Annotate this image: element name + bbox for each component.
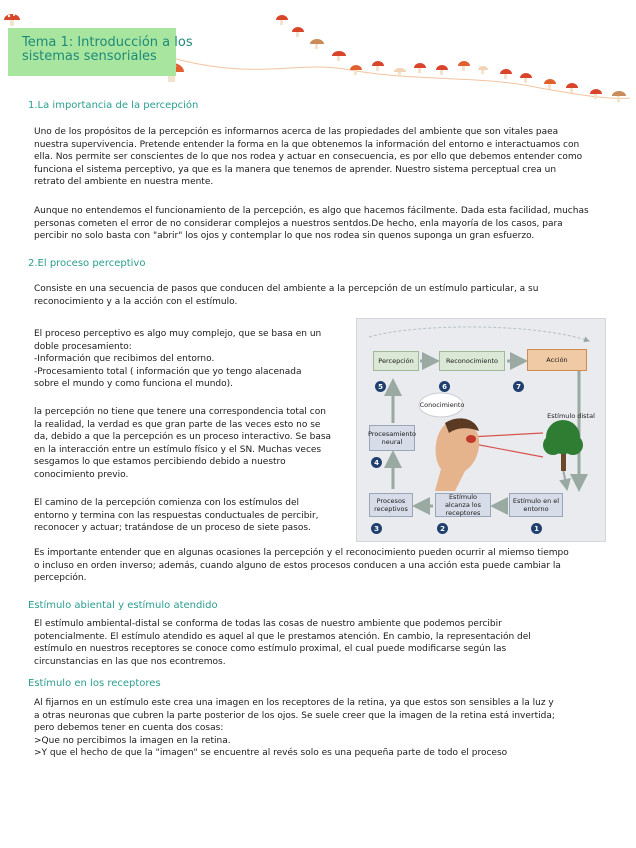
box-reconocimiento: Reconocimiento bbox=[439, 351, 505, 371]
mushroom-icon bbox=[612, 91, 626, 102]
box-estimulo-receptores: Estímulo alcanza los receptores bbox=[435, 493, 491, 517]
mushroom-icon bbox=[350, 65, 362, 75]
mushroom-icon bbox=[4, 14, 20, 26]
section-heading-proceso: 2.El proceso perceptivo bbox=[28, 258, 146, 269]
paragraph: El camino de la percepción comienza con los estímulos del entorno y termina con las respuestas conductuales de percibir, reconocer y actuar; tratándose de un proceso de siete pasos. bbox=[34, 498, 319, 534]
step-number-3: 3 bbox=[371, 523, 382, 534]
section-heading-estimulo-ambiental: Estímulo abiental y estímulo atendido bbox=[28, 600, 218, 611]
perceptual-process-diagram bbox=[356, 318, 606, 542]
box-accion: Acción bbox=[527, 349, 587, 371]
paragraph: Al fijarnos en un estímulo este crea una imagen en los receptores de la retina, ya que estos son sensibles a la luz y a otras neuronas que cubren la parte posterior de los ojos. Se suele creer que la imagen de la retina está invertida; pero debemos tener en cuenta dos cosas: >Que no percibimos la imagen en la retina. >Y que el hecho de que la "imagen" se encuentre al revés solo es una pequeña parte de todo el proceso bbox=[34, 698, 555, 759]
section-heading-importancia: 1.La importancia de la percepción bbox=[28, 100, 199, 111]
mushroom-icon bbox=[436, 65, 448, 75]
mushroom-icon bbox=[458, 61, 470, 71]
mushroom-icon bbox=[276, 15, 288, 25]
mushroom-icon bbox=[566, 83, 578, 93]
mushroom-icon bbox=[292, 27, 304, 37]
box-procesos-receptivos: Procesos receptivos bbox=[369, 493, 413, 517]
step-number-6: 6 bbox=[439, 381, 450, 392]
paragraph: Aunque no entendemos el funcionamiento de la percepción, es algo que hacemos fácilmente. Dada esta facilidad, muchas personas cometen el error de no considerar complejos a nuestros sentdos.De hecho, enla mayoría de los casos, para percibir no solo basta con "abrir" los ojos y contemplar lo que nos rodea sin quenos suponga un gran esfuerzo. bbox=[34, 206, 589, 242]
label-conocimiento: Conocimiento bbox=[419, 401, 465, 409]
page-title: Tema 1: Introducción a los sistemas sensoriales bbox=[22, 35, 193, 64]
head-icon bbox=[435, 418, 479, 491]
paragraph: El estímulo ambiental-distal se conforma de todas las cosas de nuestro ambiente que podemos percibir potencialmente. El estímulo atendido es aquel al que le prestamos atención. En cambio, la representación del estímulo en nuestros receptores se conoce como estímulo proximal, el cual puede modificarse según las circunstancias en las que nos econtremos. bbox=[34, 619, 531, 667]
box-estimulo-entorno: Estímulo en el entorno bbox=[509, 493, 563, 517]
mushroom-icon bbox=[332, 51, 346, 61]
step-number-5: 5 bbox=[375, 381, 386, 392]
step-number-2: 2 bbox=[437, 523, 448, 534]
paragraph: El proceso perceptivo es algo muy complejo, que se basa en un doble procesamiento: -Información que recibimos del entorno. -Procesamiento total ( información que yo tengo alacenada sobre el mundo y como funciona el mundo). bbox=[34, 329, 322, 390]
mushroom-icon bbox=[520, 73, 532, 83]
step-number-7: 7 bbox=[513, 381, 524, 392]
mushroom-icon bbox=[310, 39, 324, 49]
step-number-4: 4 bbox=[371, 457, 382, 468]
step-number-1: 1 bbox=[531, 523, 542, 534]
paragraph: la percepción no tiene que tenere una correspondencia total con la realidad, la verdad es que gran parte de las veces esto no se da, debido a que la percepción es un proceso interactivo. Se basa en la interacción entre un estímulo físico y el SN. Muchas veces sesgamos lo que estamos percibiendo debido a nuestro conocimiento previo. bbox=[34, 407, 332, 480]
mushroom-icon bbox=[500, 69, 512, 79]
mushroom-icon bbox=[372, 61, 384, 71]
mushroom-icon bbox=[544, 79, 556, 89]
mushroom-icon bbox=[478, 66, 488, 74]
section-heading-estimulo-receptores: Estímulo en los receptores bbox=[28, 678, 161, 689]
paragraph: Es importante entender que en algunas ocasiones la percepción y el reconocimiento pueden ocurrir al miemso tiempo o incluso en orden inverso; además, cuando alguno de estos procesos conducen a una acción esta puede cambiar la percepción. bbox=[34, 548, 569, 584]
paragraph: Uno de los propósitos de la percepción es informarnos acerca de las propiedades del ambiente que son vitales paea nuestra supervivencia. Pretende entender la forma en la que obtenemos la información del entorno e interactuamos con ella. Nos permite ser conscientes de lo que nos rodea y actuar en consecuencia, es por ello que debemos entender como funciona el sistema perceptivo, ya que es la manera que tenemos de aprender. Nuestro sistema perceptual crea un retrato del ambiente en nuestra mente. bbox=[34, 127, 583, 188]
label-estimulo-distal: Estímulo distal bbox=[547, 412, 595, 420]
box-procesamiento-neural: Procesamiento neural bbox=[369, 425, 415, 451]
paragraph: Consiste en una secuencia de pasos que conducen del ambiente a la percepción de un estímulo particular, a su reconocimiento y a la acción con el estímulo. bbox=[34, 284, 539, 307]
mushroom-icon bbox=[414, 63, 426, 73]
tree-icon bbox=[543, 420, 583, 471]
box-percepcion: Percepción bbox=[373, 351, 419, 371]
